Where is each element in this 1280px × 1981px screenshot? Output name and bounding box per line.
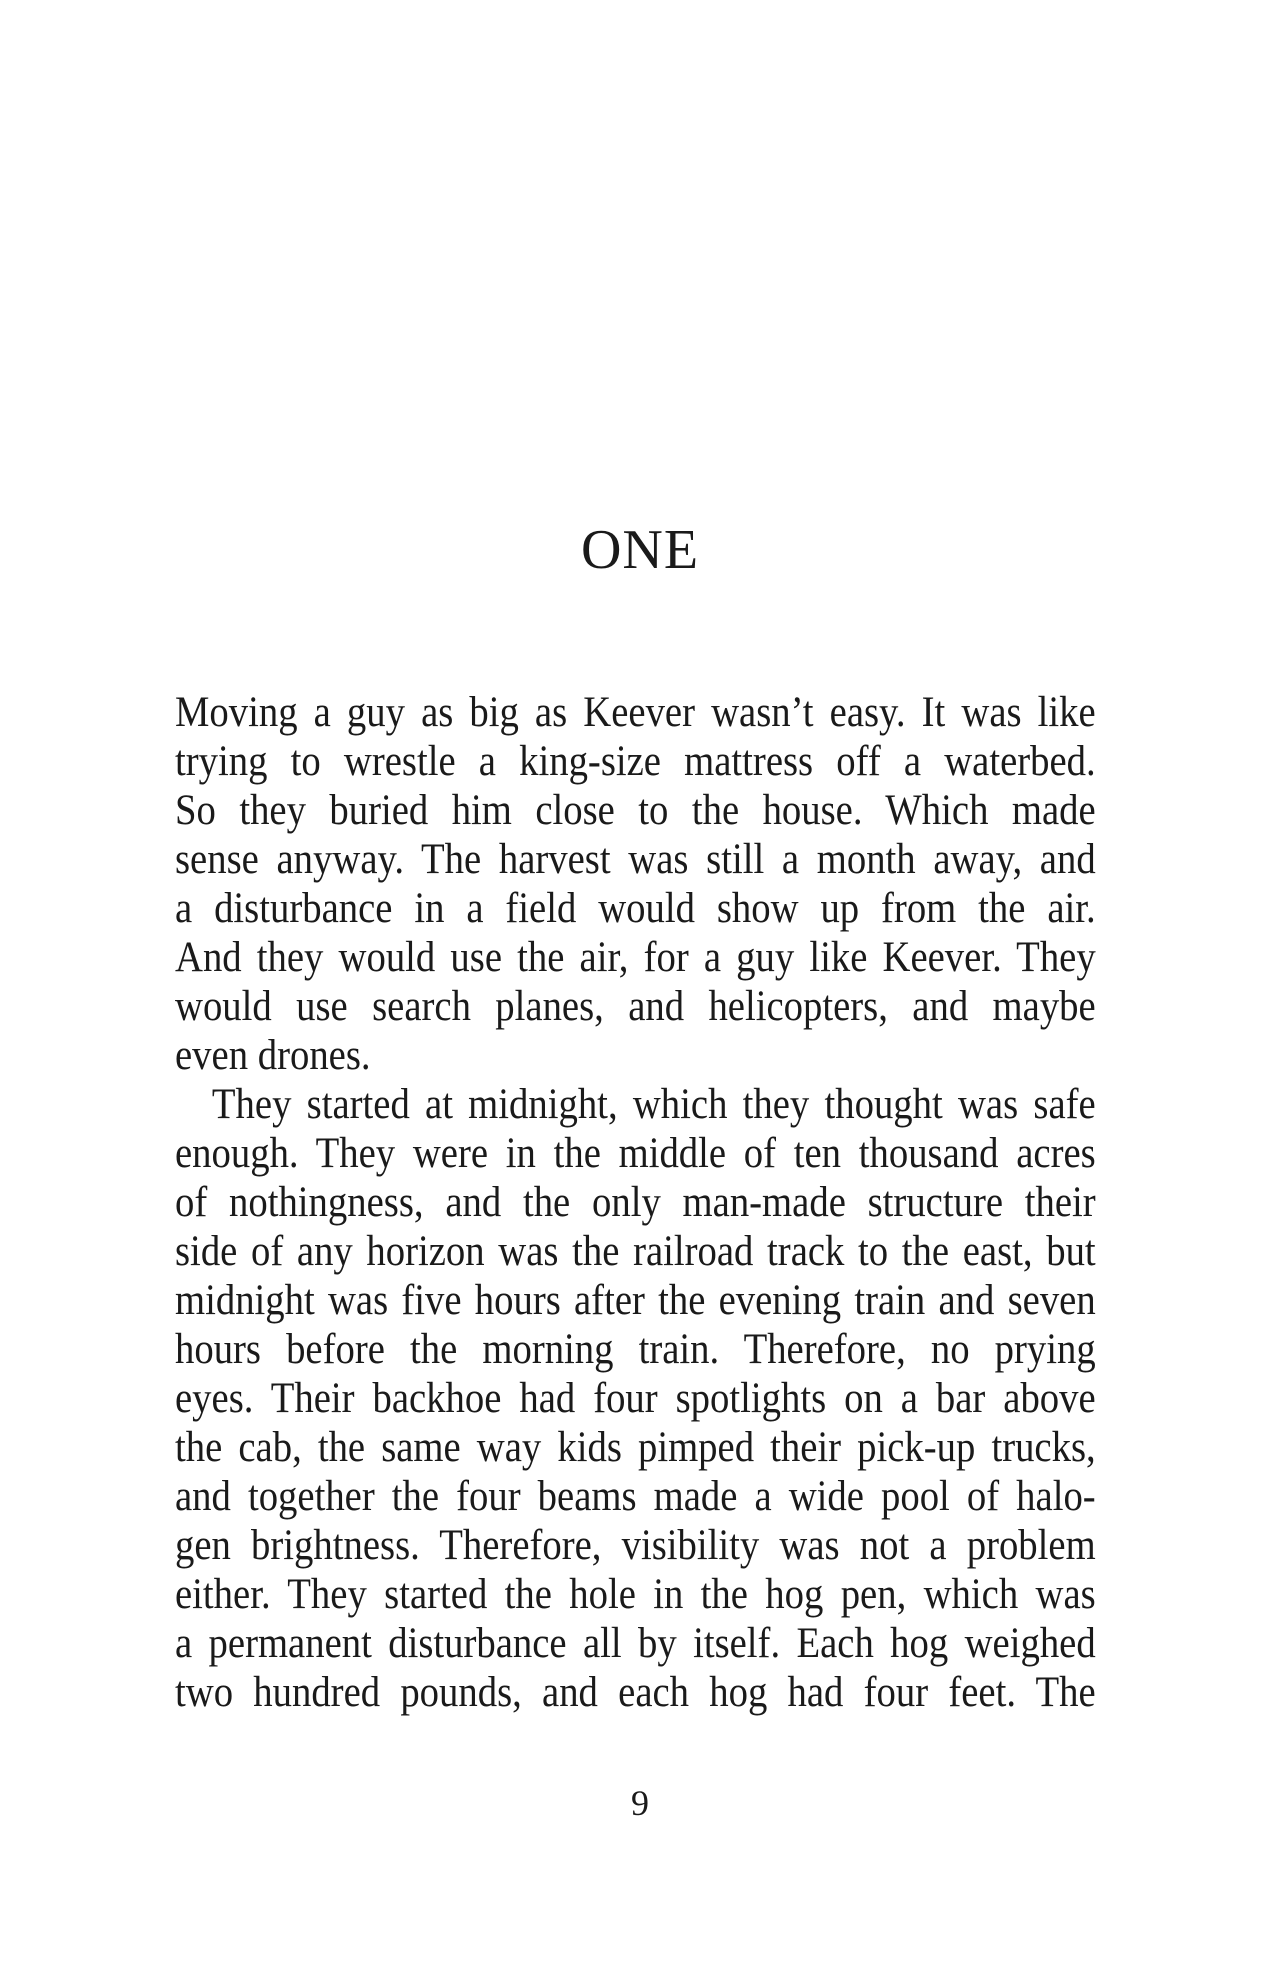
chapter-title: ONE [580, 519, 700, 581]
body-text [175, 688, 1096, 1717]
text-line: and together the four beams made a wide pool of halo- [175, 1473, 1096, 1520]
text-line: So they buried him close to the house. Which made [175, 787, 1096, 834]
text-line: would use search planes, and helicopters, and maybe [175, 983, 1096, 1030]
paragraph [175, 1080, 1096, 1717]
text-line: eyes. Their backhoe had four spotlights on a bar above [175, 1375, 1096, 1422]
paragraph [175, 688, 1096, 1080]
text-line: two hundred pounds, and each hog had four feet. The [175, 1669, 1096, 1716]
text-line: sense anyway. The harvest was still a month away, and [175, 836, 1096, 883]
text-line: a disturbance in a field would show up from the air. [175, 885, 1096, 932]
text-line: midnight was five hours after the evening train and seven [175, 1277, 1096, 1324]
text-line: even drones. [175, 1032, 371, 1079]
text-line: side of any horizon was the railroad track to the east, but [175, 1228, 1096, 1275]
text-line: of nothingness, and the only man-made structure their [175, 1179, 1096, 1226]
text-line: the cab, the same way kids pimped their pick-up trucks, [175, 1424, 1096, 1471]
text-line: gen brightness. Therefore, visibility was not a problem [175, 1522, 1096, 1569]
text-line: trying to wrestle a king-size mattress off a waterbed. [175, 738, 1096, 785]
text-line: a permanent disturbance all by itself. Each hog weighed [175, 1620, 1096, 1667]
text-line: They started at midnight, which they thought was safe [211, 1081, 1096, 1128]
text-line: either. They started the hole in the hog pen, which was [175, 1571, 1096, 1618]
text-line: Moving a guy as big as Keever wasn’t easy. It was like [175, 689, 1096, 736]
page-number: 9 [631, 1783, 649, 1823]
text-line: And they would use the air, for a guy like Keever. They [175, 934, 1096, 981]
text-line: enough. They were in the middle of ten thousand acres [175, 1130, 1096, 1177]
text-line: hours before the morning train. Therefore, no prying [175, 1326, 1096, 1373]
